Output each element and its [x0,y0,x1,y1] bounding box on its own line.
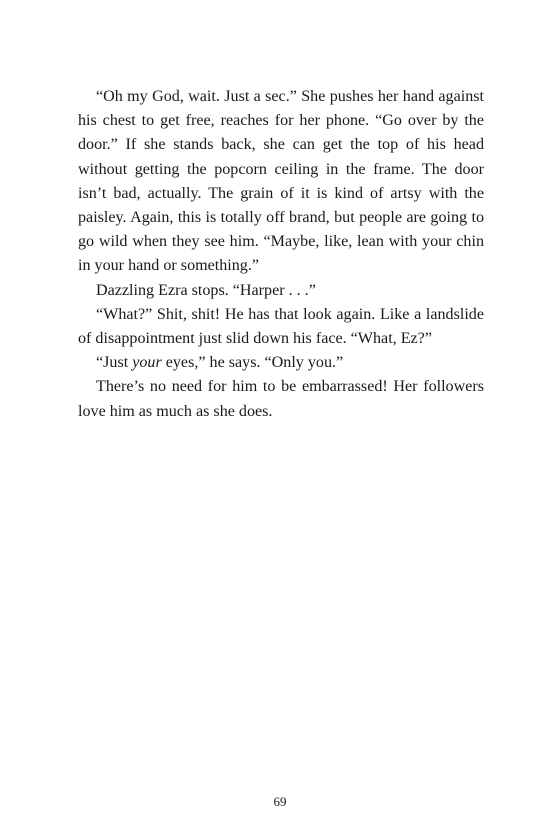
quote-end: eyes,” he says. “Only you.” [161,354,344,372]
paragraph-just-your-eyes [78,351,484,375]
paragraph-ezra-stops: Dazzling Ezra stops. “Harper . . .” [96,281,316,299]
paragraph-phone-photo: “Oh my God, wait. Just a sec.” She pushes her hand against his chest to get free, reaches for her phone. “Go over by the door.” If she stands back, she can get the top of his head without getting the popcorn ceiling in the frame. The door isn’t bad, actually. The grain of it is kind of artsy with the paisley. Again, this is totally off brand, but people are going to go wild when they see him. “Maybe, like, lean with your chin in your hand or something.” [78,88,484,275]
emphasized-word: your [132,354,162,372]
page-number: 69 [273,794,287,809]
body-text [78,85,484,424]
paragraph-harper-what: “What?” Shit, shit! He has that look again. Like a landslide of disappointment just slid down his face. “What, Ez?” [78,305,484,348]
quote-start: “Just [96,354,133,372]
paragraph-followers: There’s no need for him to be embarrassed! Her followers love him as much as she does. [78,378,484,420]
